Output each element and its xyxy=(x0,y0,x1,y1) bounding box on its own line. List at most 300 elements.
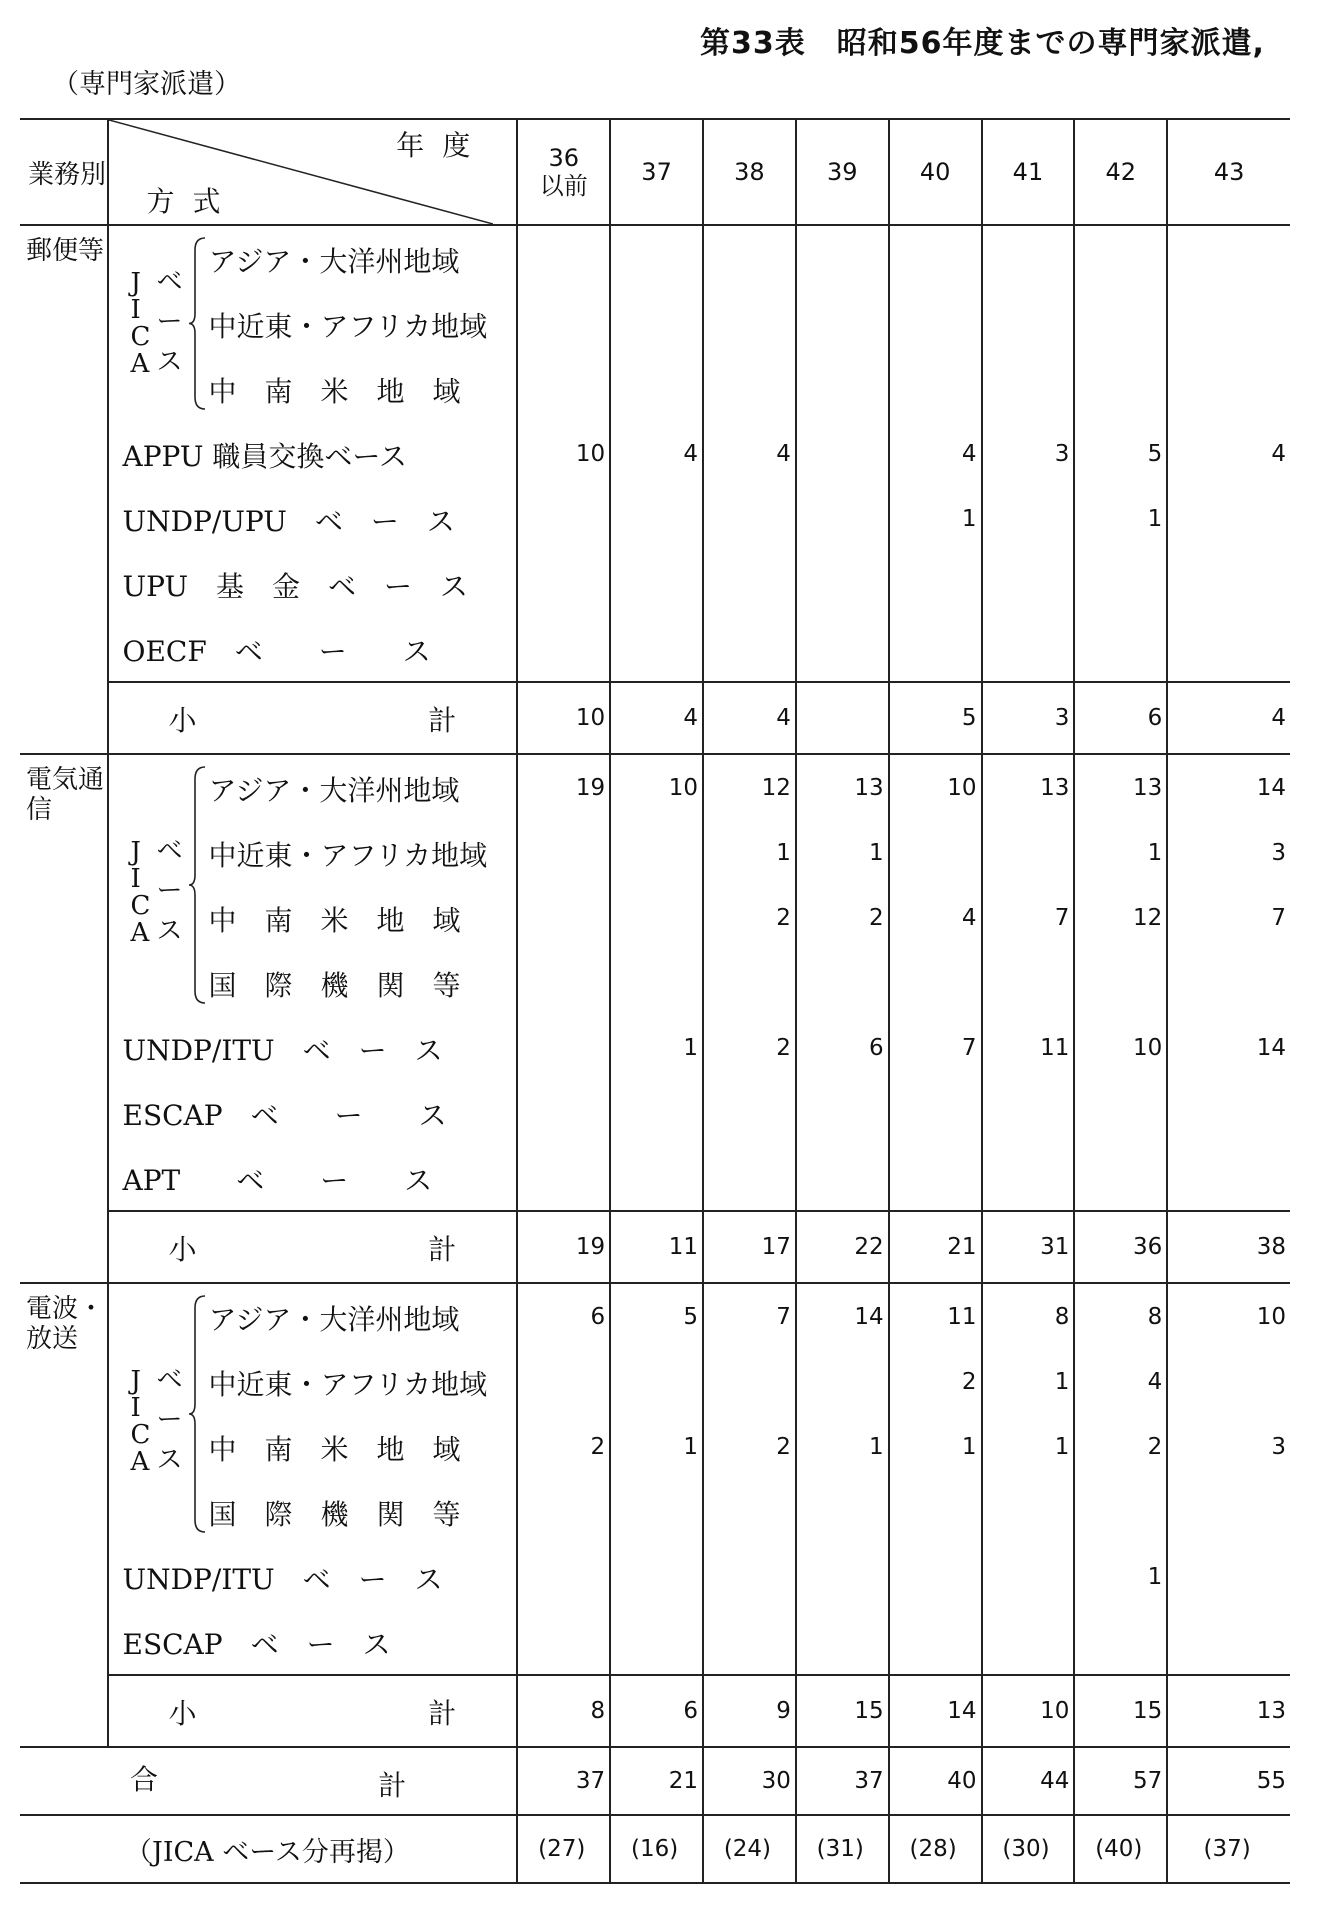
total-value: 55 xyxy=(1167,1747,1290,1815)
total-value: 37 xyxy=(517,1747,610,1815)
value-cell xyxy=(517,486,610,551)
jica-base xyxy=(157,1360,183,1480)
total-value: 44 xyxy=(982,1747,1075,1815)
value-cell xyxy=(796,616,889,682)
value-cell xyxy=(610,1080,703,1145)
year-header-7 xyxy=(1167,119,1290,225)
method-text: ESCAP ベ ー ス xyxy=(122,1099,447,1132)
value-cell: 4 xyxy=(889,885,982,950)
value-cell xyxy=(703,551,796,616)
value-cell xyxy=(796,1609,889,1675)
jica-restated-value: (31) xyxy=(796,1815,889,1883)
value-cell xyxy=(610,486,703,551)
subtotal-value: 14 xyxy=(889,1675,982,1747)
value-cell xyxy=(610,1349,703,1414)
value-cell xyxy=(610,820,703,885)
value-cell: 12 xyxy=(703,754,796,820)
value-cell xyxy=(517,551,610,616)
value-cell: 1 xyxy=(1074,1544,1167,1609)
jica-base-char: ス xyxy=(156,346,183,377)
jica-base xyxy=(157,262,183,382)
value-cell xyxy=(1167,1080,1290,1145)
jica-block-1 xyxy=(108,754,518,1015)
value-cell xyxy=(1167,1479,1290,1544)
value-cell xyxy=(1167,225,1290,291)
value-cell xyxy=(1074,225,1167,291)
value-cell xyxy=(889,291,982,356)
value-cell xyxy=(796,1544,889,1609)
value-cell xyxy=(610,356,703,421)
jica-region-label: 中 南 米 地 域 xyxy=(208,1433,461,1466)
value-cell xyxy=(703,1080,796,1145)
value-cell: 1 xyxy=(796,1414,889,1479)
section-row xyxy=(20,1283,1290,1349)
section-row xyxy=(20,1015,1290,1080)
jica-region-label: 中 南 米 地 域 xyxy=(208,375,461,408)
jica-letter: J xyxy=(130,1366,141,1396)
method-text: ESCAP ベ ー ス xyxy=(122,1628,391,1661)
subtotal-label-a: 小 xyxy=(168,704,197,737)
subtotal-value: 13 xyxy=(1167,1675,1290,1747)
value-cell xyxy=(610,551,703,616)
jica-restated-value: (30) xyxy=(982,1815,1075,1883)
total-label xyxy=(20,1747,517,1815)
subtotal-label-b: 計 xyxy=(428,704,457,737)
value-cell: 8 xyxy=(1074,1283,1167,1349)
year-header-text: 37 xyxy=(641,158,672,186)
value-cell xyxy=(982,1080,1075,1145)
jica-restated-row xyxy=(20,1815,1290,1883)
value-cell xyxy=(982,1609,1075,1675)
value-cell: 6 xyxy=(517,1283,610,1349)
value-cell: 14 xyxy=(1256,1034,1286,1061)
subtotal-value: 22 xyxy=(796,1211,889,1283)
subtotal-value xyxy=(796,682,889,754)
value-cell xyxy=(517,1544,610,1609)
method-label xyxy=(108,1609,518,1675)
value-cell xyxy=(610,950,703,1015)
value-cell xyxy=(703,1479,796,1544)
section-row xyxy=(20,551,1290,616)
value-cell: 4 xyxy=(1074,1349,1167,1414)
gyomu-header: 業務別 xyxy=(20,119,108,225)
jica-letter: C xyxy=(130,321,151,352)
value-cell xyxy=(982,820,1075,885)
section-row xyxy=(20,1544,1290,1609)
jica-region-label: アジア・大洋州地域 xyxy=(208,1303,460,1336)
method-text: OECF ベ ー ス xyxy=(122,635,431,668)
total-value: 30 xyxy=(703,1747,796,1815)
value-cell: 1 xyxy=(1074,820,1167,885)
year-header-4 xyxy=(889,119,982,225)
subtotal-label xyxy=(108,1675,518,1747)
value-cell xyxy=(703,291,796,356)
method-label xyxy=(108,486,518,551)
jica-letters xyxy=(130,267,151,379)
subtotal-value: 3 xyxy=(982,682,1075,754)
method-label xyxy=(108,616,518,682)
method-text: UNDP/UPU ベ ー ス xyxy=(122,505,455,538)
value-cell: 2 xyxy=(703,1414,796,1479)
value-cell xyxy=(517,1479,610,1544)
subtotal-value: 4 xyxy=(1167,682,1290,754)
value-cell xyxy=(1167,950,1290,1015)
value-cell xyxy=(889,1479,982,1544)
jica-region-label: 国 際 機 関 等 xyxy=(208,1498,461,1531)
jica-base-char: ベ xyxy=(156,266,183,297)
total-value: 37 xyxy=(796,1747,889,1815)
brace-icon xyxy=(189,765,209,1005)
value-cell xyxy=(796,1080,889,1145)
value-cell xyxy=(610,616,703,682)
value-cell: 10 xyxy=(610,754,703,820)
jica-restated-value: (40) xyxy=(1074,1815,1167,1883)
subtotal-label-a: 小 xyxy=(168,1233,197,1266)
value-cell xyxy=(1167,1349,1290,1414)
subtotal-label-b: 計 xyxy=(428,1233,457,1266)
value-cell xyxy=(1167,1609,1290,1675)
value-cell: 14 xyxy=(796,1283,889,1349)
value-cell: 7 xyxy=(889,1015,982,1080)
year-header-text: 38 xyxy=(734,158,765,186)
value-cell: 12 xyxy=(1074,885,1167,950)
jica-letter: A xyxy=(130,1447,150,1477)
value-cell: 1 xyxy=(982,1349,1075,1414)
section-row xyxy=(20,1609,1290,1675)
method-label xyxy=(108,551,518,616)
value-cell: 11 xyxy=(889,1283,982,1349)
value-cell: 10 xyxy=(1256,1303,1286,1330)
subtotal-value: 9 xyxy=(703,1675,796,1747)
year-header-3 xyxy=(796,119,889,225)
year-header-text: 43 xyxy=(1213,158,1245,186)
subtotal-value: 31 xyxy=(982,1211,1075,1283)
value-cell xyxy=(517,616,610,682)
subtotal-value: 6 xyxy=(1074,682,1167,754)
subtotal-value: 6 xyxy=(610,1675,703,1747)
method-label xyxy=(108,1080,518,1145)
value-cell xyxy=(889,616,982,682)
value-cell xyxy=(889,820,982,885)
brace-icon xyxy=(189,236,209,411)
value-cell xyxy=(1167,551,1290,616)
jica-letter: J xyxy=(130,837,141,867)
value-cell: 5 xyxy=(1074,421,1167,486)
value-cell xyxy=(517,950,610,1015)
jica-restated-value: (37) xyxy=(1167,1815,1290,1883)
value-cell xyxy=(796,1349,889,1414)
value-cell: 6 xyxy=(796,1015,889,1080)
jica-letter: J xyxy=(130,267,141,298)
method-label xyxy=(108,1544,518,1609)
value-cell xyxy=(796,225,889,291)
value-cell xyxy=(517,885,610,950)
subtotal-value: 4 xyxy=(610,682,703,754)
year-header-text: 以前 xyxy=(539,172,588,200)
jica-region-label: 中近東・アフリカ地域 xyxy=(208,310,488,343)
subtotal-value: 36 xyxy=(1074,1211,1167,1283)
value-cell xyxy=(1167,356,1290,421)
jica-letter: C xyxy=(130,1420,151,1450)
value-cell xyxy=(796,486,889,551)
jica-letter: I xyxy=(130,294,141,325)
value-cell: 1 xyxy=(1074,486,1167,551)
year-header-6 xyxy=(1074,119,1167,225)
section-row xyxy=(20,421,1290,486)
value-cell: 1 xyxy=(889,1414,982,1479)
value-cell xyxy=(1167,1544,1290,1609)
value-cell xyxy=(889,1145,982,1211)
value-cell: 13 xyxy=(1074,754,1167,820)
value-cell xyxy=(703,225,796,291)
subtotal-value: 38 xyxy=(1167,1211,1290,1283)
value-cell xyxy=(703,486,796,551)
year-header-text: 36 xyxy=(548,144,579,172)
value-cell: 19 xyxy=(517,754,610,820)
subtotal-label-b: 計 xyxy=(428,1697,457,1730)
value-cell: 7 xyxy=(703,1283,796,1349)
jica-block-2 xyxy=(108,1283,518,1544)
value-cell xyxy=(610,291,703,356)
value-cell xyxy=(982,1544,1075,1609)
value-cell xyxy=(982,486,1075,551)
value-cell xyxy=(610,1544,703,1609)
value-cell: 2 xyxy=(517,1414,610,1479)
jica-restated-value: (27) xyxy=(517,1815,610,1883)
jica-letters xyxy=(131,1368,151,1476)
value-cell: 7 xyxy=(982,885,1075,950)
section-label-2: 電波・放送 xyxy=(20,1283,108,1747)
value-cell xyxy=(610,225,703,291)
jica-restated-label xyxy=(20,1815,517,1883)
value-cell: 2 xyxy=(889,1349,982,1414)
jica-region-label: 中 南 米 地 域 xyxy=(208,904,461,937)
method-label xyxy=(108,1015,518,1080)
value-cell xyxy=(610,1145,703,1211)
value-cell: 1 xyxy=(703,820,796,885)
subtotal-value: 10 xyxy=(982,1675,1075,1747)
total-label-b: 計 xyxy=(378,1769,407,1802)
jica-region-label: 中近東・アフリカ地域 xyxy=(208,839,488,872)
total-value: 21 xyxy=(610,1747,703,1815)
value-cell: 4 xyxy=(1271,440,1286,467)
section-label-0: 郵便等 xyxy=(20,225,108,754)
value-cell: 11 xyxy=(982,1015,1075,1080)
total-value: 57 xyxy=(1074,1747,1167,1815)
method-text: UNDP/ITU ベ ー ス xyxy=(122,1563,443,1596)
section-label-1: 電気通信 xyxy=(20,754,108,1283)
value-cell xyxy=(610,885,703,950)
value-cell xyxy=(982,950,1075,1015)
subtotal-value: 17 xyxy=(703,1211,796,1283)
value-cell xyxy=(982,291,1075,356)
subtotal-value: 4 xyxy=(703,682,796,754)
total-label-a: 合 xyxy=(130,1763,159,1796)
value-cell xyxy=(982,616,1075,682)
header-row xyxy=(20,119,1290,225)
section-row xyxy=(20,225,1290,291)
value-cell xyxy=(796,551,889,616)
corner-header xyxy=(108,119,518,225)
value-cell: 13 xyxy=(796,754,889,820)
year-header-5 xyxy=(982,119,1075,225)
value-cell: 10 xyxy=(517,421,610,486)
value-cell xyxy=(1074,1145,1167,1211)
value-cell xyxy=(889,356,982,421)
value-cell xyxy=(1167,291,1290,356)
value-cell xyxy=(796,356,889,421)
value-cell xyxy=(517,1349,610,1414)
jica-letter: A xyxy=(130,348,150,379)
section-row xyxy=(20,1080,1290,1145)
jica-restated-value: (28) xyxy=(889,1815,982,1883)
hoshiki-label: 方式 xyxy=(146,185,239,218)
value-cell: 3 xyxy=(1271,839,1286,866)
value-cell xyxy=(796,1145,889,1211)
value-cell xyxy=(1074,1080,1167,1145)
value-cell xyxy=(889,950,982,1015)
value-cell xyxy=(703,1349,796,1414)
year-header-text: 39 xyxy=(826,158,858,186)
jica-region-label: 中近東・アフリカ地域 xyxy=(208,1368,488,1401)
total-value: 40 xyxy=(889,1747,982,1815)
subtotal-value: 11 xyxy=(610,1211,703,1283)
value-cell xyxy=(703,1609,796,1675)
jica-base-char: ベ xyxy=(156,836,183,866)
value-cell: 10 xyxy=(889,754,982,820)
section-row xyxy=(20,616,1290,682)
year-header-2 xyxy=(703,119,796,225)
jica-block-0 xyxy=(108,225,518,421)
value-cell: 7 xyxy=(1271,904,1286,931)
subtotal-row xyxy=(20,1211,1290,1283)
total-row xyxy=(20,1747,1290,1815)
value-cell xyxy=(982,356,1075,421)
value-cell xyxy=(517,356,610,421)
method-label xyxy=(108,421,518,486)
subtotal-value: 5 xyxy=(889,682,982,754)
section-row xyxy=(20,1145,1290,1211)
value-cell xyxy=(1167,1145,1290,1211)
value-cell xyxy=(517,820,610,885)
value-cell: 4 xyxy=(703,421,796,486)
value-cell: 1 xyxy=(610,1414,703,1479)
jica-base-char: ー xyxy=(156,1405,183,1435)
method-text: APPU 職員交換ベース xyxy=(122,440,408,473)
value-cell xyxy=(982,551,1075,616)
value-cell xyxy=(610,1609,703,1675)
jica-base-char: ー xyxy=(156,306,183,337)
jica-base-char: ス xyxy=(156,916,183,946)
value-cell xyxy=(1167,616,1290,682)
brace-icon xyxy=(189,1294,209,1534)
value-cell xyxy=(517,1080,610,1145)
subtotal-value: 15 xyxy=(796,1675,889,1747)
subtotal-value: 10 xyxy=(517,682,610,754)
nendo-label: 年度 xyxy=(396,129,489,162)
jica-restated-value: (24) xyxy=(703,1815,796,1883)
table-title: 第33表 昭和56年度までの専門家派遣, xyxy=(700,26,1265,61)
value-cell xyxy=(1074,551,1167,616)
subtotal-value: 8 xyxy=(517,1675,610,1747)
year-header-0 xyxy=(517,119,610,225)
value-cell: 8 xyxy=(982,1283,1075,1349)
value-cell xyxy=(703,1544,796,1609)
value-cell: 1 xyxy=(889,486,982,551)
value-cell xyxy=(1074,291,1167,356)
value-cell xyxy=(517,291,610,356)
value-cell xyxy=(610,1479,703,1544)
jica-letter: C xyxy=(130,891,151,921)
value-cell xyxy=(796,291,889,356)
subtotal-value: 15 xyxy=(1074,1675,1167,1747)
value-cell: 3 xyxy=(982,421,1075,486)
value-cell xyxy=(982,225,1075,291)
section-row xyxy=(20,754,1290,820)
value-cell xyxy=(703,616,796,682)
value-cell xyxy=(517,225,610,291)
method-text: UNDP/ITU ベ ー ス xyxy=(122,1034,443,1067)
value-cell: 10 xyxy=(1074,1015,1167,1080)
subtotal-label-a: 小 xyxy=(168,1697,197,1730)
jica-letters xyxy=(131,839,151,947)
year-header-text: 40 xyxy=(919,158,951,186)
value-cell xyxy=(517,1609,610,1675)
value-cell xyxy=(703,356,796,421)
value-cell xyxy=(1074,1609,1167,1675)
value-cell: 3 xyxy=(1271,1433,1286,1460)
method-label xyxy=(108,1145,518,1211)
method-text: UPU 基 金 ベ ー ス xyxy=(122,570,469,603)
jica-region-label: アジア・大洋州地域 xyxy=(208,774,460,807)
year-header-text: 41 xyxy=(1012,158,1044,186)
value-cell: 4 xyxy=(889,421,982,486)
value-cell xyxy=(982,1479,1075,1544)
subtotal-label xyxy=(108,1211,518,1283)
value-cell xyxy=(703,950,796,1015)
jica-restated-text: （JICA ベース分再掲） xyxy=(125,1837,410,1868)
year-header-1 xyxy=(610,119,703,225)
value-cell xyxy=(889,1544,982,1609)
value-cell xyxy=(1167,486,1290,551)
value-cell xyxy=(1074,1479,1167,1544)
value-cell xyxy=(1074,950,1167,1015)
value-cell: 2 xyxy=(1074,1414,1167,1479)
jica-letter: I xyxy=(130,864,141,894)
subtotal-value: 19 xyxy=(517,1211,610,1283)
subtotal-row xyxy=(20,1675,1290,1747)
value-cell: 2 xyxy=(796,885,889,950)
value-cell: 1 xyxy=(796,820,889,885)
value-cell: 13 xyxy=(982,754,1075,820)
jica-base-char: ベ xyxy=(156,1365,183,1395)
jica-base xyxy=(157,831,183,951)
value-cell: 14 xyxy=(1256,774,1286,801)
year-header-text: 42 xyxy=(1105,158,1137,186)
value-cell: 4 xyxy=(610,421,703,486)
subtotal-label xyxy=(108,682,518,754)
subtotal-row xyxy=(20,682,1290,754)
jica-letter: I xyxy=(130,1393,141,1423)
value-cell: 2 xyxy=(703,885,796,950)
jica-letter: A xyxy=(130,918,150,948)
dispatch-table xyxy=(20,118,1290,1884)
value-cell xyxy=(517,1015,610,1080)
value-cell: 1 xyxy=(610,1015,703,1080)
value-cell xyxy=(796,1479,889,1544)
value-cell xyxy=(796,950,889,1015)
value-cell xyxy=(982,1145,1075,1211)
